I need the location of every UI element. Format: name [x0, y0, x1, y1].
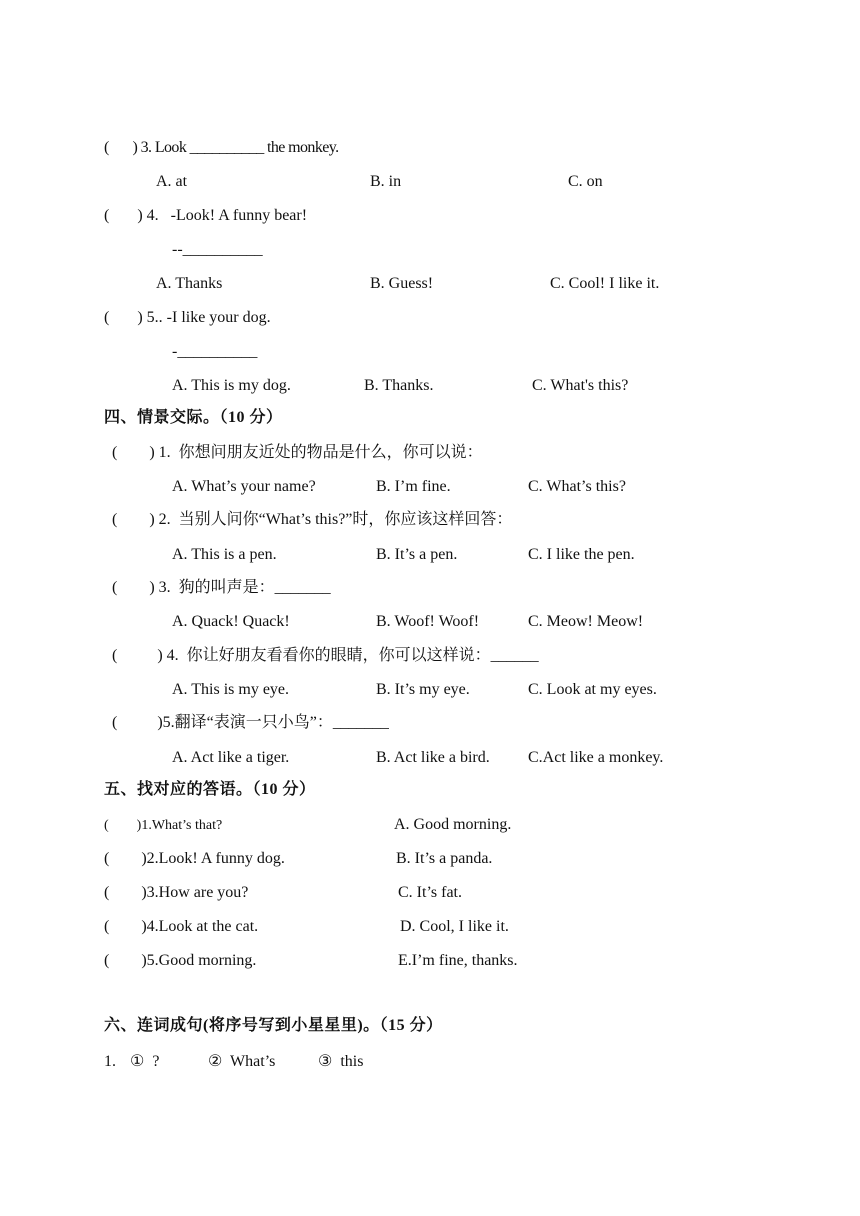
s4-q3-option-b: B. Woof! Woof! — [376, 613, 480, 630]
q4-stem: ( ) 4. -Look! A funny bear! — [104, 207, 308, 224]
s5-answer-e: E.I’m fine, thanks. — [398, 952, 518, 969]
q3-option-c: C. on — [568, 173, 603, 190]
q4-option-a: A. Thanks — [156, 275, 223, 292]
s4-q4-stem: ( ) 4. 你让好朋友看看你的眼睛，你可以这样说：______ — [112, 647, 539, 664]
s4-q2-option-a: A. This is a pen. — [172, 546, 277, 563]
section5-heading: 五、找对应的答语。（10 分） — [104, 781, 316, 798]
s4-q4-option-a: A. This is my eye. — [172, 681, 290, 698]
s4-q3-option-a: A. Quack! Quack! — [172, 613, 290, 630]
q3-option-a: A. at — [156, 173, 188, 190]
s4-q4-option-c: C. Look at my eyes. — [528, 681, 657, 698]
section6-heading: 六、连词成句(将序号写到小星星里)。（15 分） — [104, 1017, 443, 1034]
q5-option-b: B. Thanks. — [364, 377, 434, 394]
s4-q2-option-b: B. It’s a pen. — [376, 546, 458, 563]
q3-option-b: B. in — [370, 173, 402, 190]
q4-reply-blank: --__________ — [172, 241, 263, 258]
s5-q2: ( )2.Look! A funny dog. — [104, 850, 285, 867]
s5-answer-d: D. Cool, I like it. — [400, 918, 509, 935]
s4-q1-option-c: C. What’s this? — [528, 478, 626, 495]
s4-q5-stem: ( )5.翻译“表演一只小鸟”：_______ — [112, 714, 389, 731]
s5-answer-c: C. It’s fat. — [398, 884, 462, 901]
q5-option-a: A. This is my dog. — [172, 377, 291, 394]
q5-reply-blank: -__________ — [172, 343, 258, 360]
s5-q3: ( )3.How are you? — [104, 884, 249, 901]
s4-q1-option-b: B. I’m fine. — [376, 478, 451, 495]
s5-answer-b: B. It’s a panda. — [396, 850, 493, 867]
s5-answer-a: A. Good morning. — [394, 816, 512, 833]
s5-q1: ( )1.What’s that? — [104, 818, 223, 833]
s4-q5-option-a: A. Act like a tiger. — [172, 749, 290, 766]
section4-heading: 四、情景交际。（10 分） — [104, 409, 283, 426]
s4-q5-option-b: B. Act like a bird. — [376, 749, 490, 766]
q5-stem: ( ) 5.. -I like your dog. — [104, 309, 271, 326]
s4-q2-option-c: C. I like the pen. — [528, 546, 635, 563]
s4-q1-stem: ( ) 1. 你想问朋友近处的物品是什么，你可以说： — [112, 444, 483, 461]
q4-option-b: B. Guess! — [370, 275, 434, 292]
q3-stem: ( ) 3. Look __________ the monkey. — [104, 139, 339, 156]
s5-q4: ( )4.Look at the cat. — [104, 918, 259, 935]
s4-q4-option-b: B. It’s my eye. — [376, 681, 470, 698]
q4-option-c: C. Cool! I like it. — [550, 275, 660, 292]
s6-q1-number: 1. — [104, 1053, 116, 1070]
s4-q3-option-c: C. Meow! Meow! — [528, 613, 644, 630]
s4-q5-option-c: C.Act like a monkey. — [528, 749, 664, 766]
s5-q5: ( )5.Good morning. — [104, 952, 257, 969]
q5-option-c: C. What's this? — [532, 377, 629, 394]
s6-q1-word-3: ③ this — [318, 1053, 364, 1070]
s4-q3-stem: ( ) 3. 狗的叫声是：_______ — [112, 579, 331, 596]
s4-q2-stem: ( ) 2. 当别人问你“What’s this?”时，你应该这样回答： — [112, 511, 513, 528]
s6-q1-word-1: ① ? — [130, 1053, 160, 1070]
s6-q1-word-2: ② What’s — [208, 1053, 276, 1070]
s4-q1-option-a: A. What’s your name? — [172, 478, 316, 495]
